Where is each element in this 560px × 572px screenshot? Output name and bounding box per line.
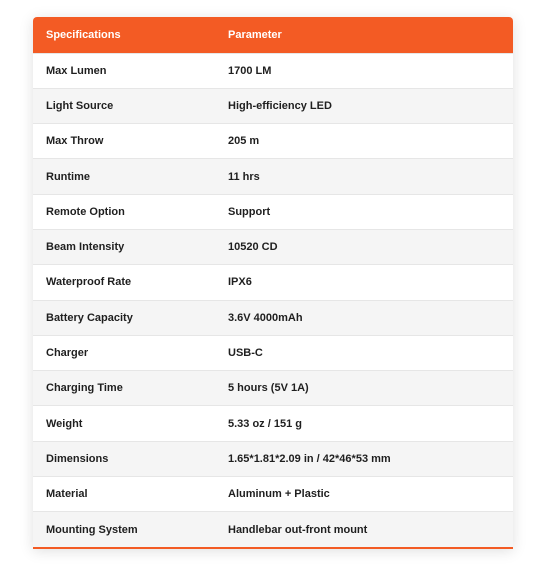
table-row [33, 265, 513, 300]
table-row [33, 159, 513, 194]
header-parameter: Parameter [228, 28, 282, 41]
spec-name: Charging Time [33, 371, 215, 406]
spec-value: USB-C [215, 335, 513, 370]
spec-name: Runtime [33, 159, 215, 194]
table-row [33, 441, 513, 476]
spec-name: Beam Intensity [33, 229, 215, 264]
spec-value: High-efficiency LED [215, 88, 513, 123]
spec-value: IPX6 [215, 265, 513, 300]
spec-name: Remote Option [33, 194, 215, 229]
table-row [33, 335, 513, 370]
spec-name: Dimensions [33, 441, 215, 476]
spec-value: Handlebar out-front mount [215, 512, 513, 547]
table-row [33, 371, 513, 406]
spec-value: 3.6V 4000mAh [215, 300, 513, 335]
spec-value: 10520 CD [215, 229, 513, 264]
spec-name: Mounting System [33, 512, 215, 547]
table-row [33, 194, 513, 229]
table-row [33, 300, 513, 335]
spec-table-card [33, 17, 513, 549]
spec-name: Battery Capacity [33, 300, 215, 335]
table-row [33, 88, 513, 123]
table-row [33, 406, 513, 441]
spec-value: Aluminum + Plastic [215, 477, 513, 512]
spec-name: Weight [33, 406, 215, 441]
spec-value: Support [215, 194, 513, 229]
spec-value: 5.33 oz / 151 g [215, 406, 513, 441]
table-row [33, 124, 513, 159]
spec-value: 1700 LM [215, 53, 513, 88]
spec-name: Charger [33, 335, 215, 370]
table-bottom-border [33, 547, 513, 549]
spec-name: Material [33, 477, 215, 512]
table-row [33, 229, 513, 264]
spec-name: Max Lumen [33, 53, 215, 88]
table-row [33, 512, 513, 547]
spec-value: 11 hrs [215, 159, 513, 194]
spec-value: 205 m [215, 124, 513, 159]
spec-name: Max Throw [33, 124, 215, 159]
spec-table [33, 17, 513, 547]
spec-name: Light Source [33, 88, 215, 123]
spec-name: Waterproof Rate [33, 265, 215, 300]
spec-value: 5 hours (5V 1A) [215, 371, 513, 406]
table-header-row [33, 17, 513, 53]
table-row [33, 477, 513, 512]
header-specifications: Specifications [46, 28, 121, 41]
table-row [33, 53, 513, 88]
spec-value: 1.65*1.81*2.09 in / 42*46*53 mm [215, 441, 513, 476]
